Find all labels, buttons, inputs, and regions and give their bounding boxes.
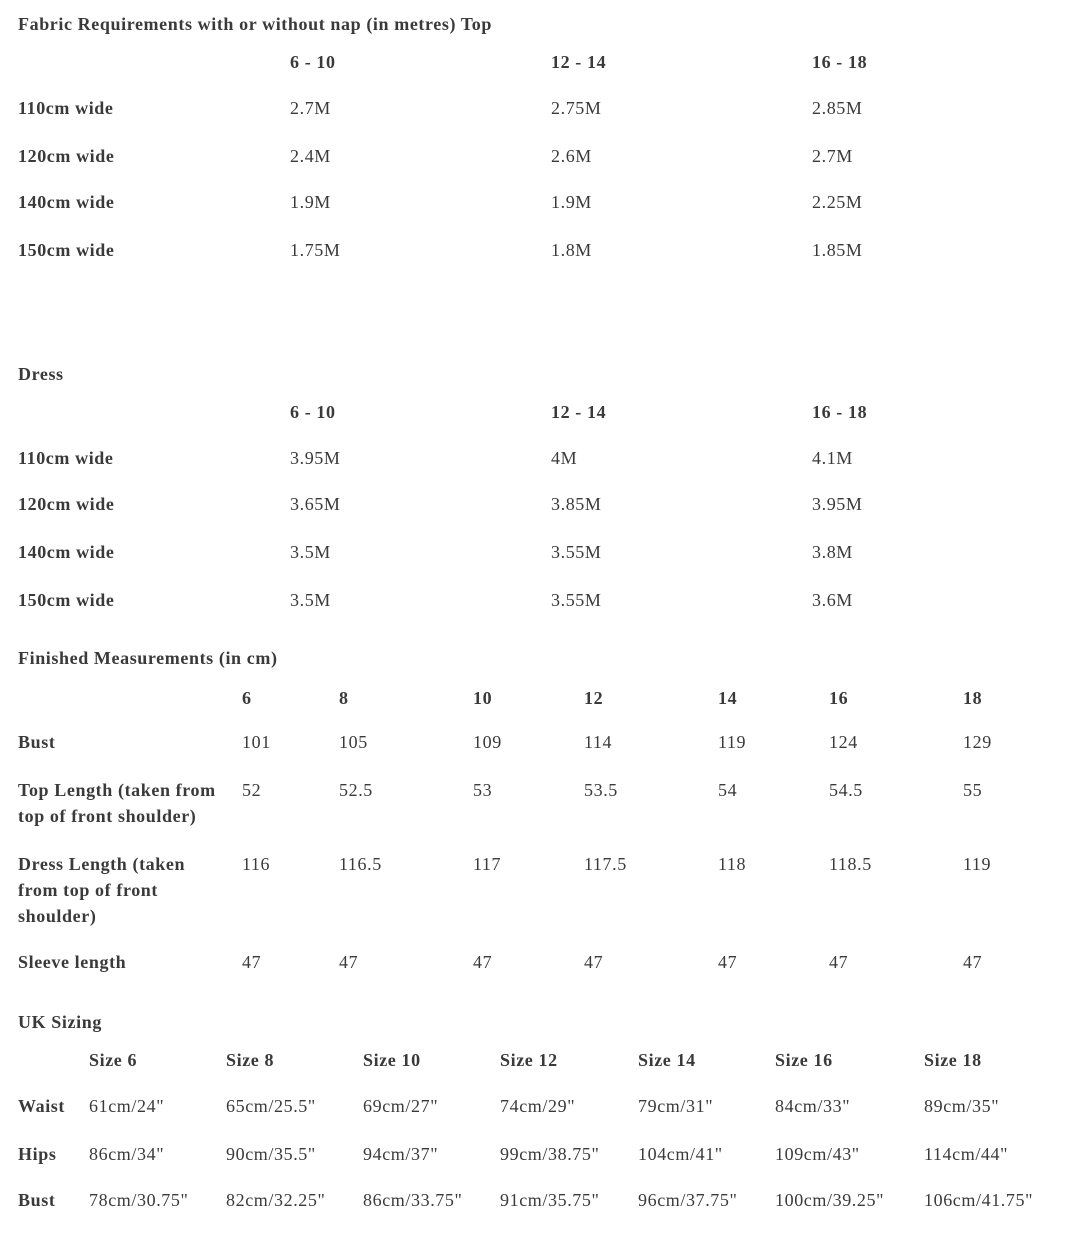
uk-section-title: UK Sizing [18, 1012, 102, 1032]
uk-row-label: Bust [18, 1190, 56, 1210]
uk-cell: 90cm/35.5" [226, 1144, 316, 1164]
top-cell: 1.9M [290, 192, 331, 212]
top-cell: 2.7M [812, 146, 853, 166]
uk-cell: 114cm/44" [924, 1144, 1009, 1164]
top-row-label: 140cm wide [18, 192, 115, 212]
dress-cell: 4M [551, 448, 578, 468]
uk-cell: 79cm/31" [638, 1096, 714, 1116]
uk-cell: 106cm/41.75" [924, 1190, 1034, 1210]
finished-cell: 105 [339, 732, 368, 752]
finished-cell: 47 [718, 952, 738, 972]
dress-header-12-14: 12 - 14 [551, 402, 607, 422]
top-cell: 1.85M [812, 240, 863, 260]
finished-header-10: 10 [473, 688, 493, 708]
finished-cell: 109 [473, 732, 502, 752]
dress-cell: 4.1M [812, 448, 853, 468]
uk-cell: 65cm/25.5" [226, 1096, 316, 1116]
finished-header-6: 6 [242, 688, 252, 708]
finished-cell: 117 [473, 854, 502, 874]
top-cell: 2.6M [551, 146, 592, 166]
finished-cell: 52 [242, 780, 262, 800]
uk-header-size-12: Size 12 [500, 1050, 558, 1070]
finished-cell: 52.5 [339, 780, 373, 800]
top-cell: 1.8M [551, 240, 592, 260]
top-cell: 1.75M [290, 240, 341, 260]
uk-row-label: Hips [18, 1144, 57, 1164]
uk-cell: 86cm/33.75" [363, 1190, 463, 1210]
dress-cell: 3.55M [551, 590, 602, 610]
finished-cell: 54.5 [829, 780, 863, 800]
finished-cell: 117.5 [584, 854, 627, 874]
uk-cell: 82cm/32.25" [226, 1190, 326, 1210]
finished-cell: 101 [242, 732, 271, 752]
dress-cell: 3.55M [551, 542, 602, 562]
finished-header-16: 16 [829, 688, 849, 708]
top-cell: 2.25M [812, 192, 863, 212]
top-header-6-10: 6 - 10 [290, 52, 336, 72]
dress-cell: 3.5M [290, 542, 331, 562]
top-row-label: 150cm wide [18, 240, 115, 260]
finished-cell: 53.5 [584, 780, 618, 800]
finished-row-label: Sleeve length [18, 952, 127, 972]
finished-cell: 53 [473, 780, 493, 800]
uk-header-size-18: Size 18 [924, 1050, 982, 1070]
top-cell: 2.7M [290, 98, 331, 118]
finished-header-8: 8 [339, 688, 349, 708]
uk-cell: 104cm/41" [638, 1144, 723, 1164]
finished-row-label: Bust [18, 732, 56, 752]
top-cell: 2.85M [812, 98, 863, 118]
finished-cell: 129 [963, 732, 992, 752]
top-header-12-14: 12 - 14 [551, 52, 607, 72]
uk-header-size-8: Size 8 [226, 1050, 275, 1070]
finished-section-title: Finished Measurements (in cm) [18, 648, 278, 668]
finished-row-label: Dress Length (taken from top of front shoulder) [18, 854, 186, 926]
dress-header-16-18: 16 - 18 [812, 402, 868, 422]
uk-cell: 86cm/34" [89, 1144, 165, 1164]
dress-header-6-10: 6 - 10 [290, 402, 336, 422]
dress-cell: 3.65M [290, 494, 341, 514]
finished-cell: 47 [242, 952, 262, 972]
top-cell: 1.9M [551, 192, 592, 212]
uk-cell: 109cm/43" [775, 1144, 860, 1164]
finished-cell: 47 [584, 952, 604, 972]
uk-cell: 91cm/35.75" [500, 1190, 600, 1210]
finished-cell: 47 [339, 952, 359, 972]
finished-header-18: 18 [963, 688, 983, 708]
uk-cell: 78cm/30.75" [89, 1190, 189, 1210]
dress-cell: 3.8M [812, 542, 853, 562]
finished-header-14: 14 [718, 688, 738, 708]
top-row-label: 110cm wide [18, 98, 114, 118]
top-row-label: 120cm wide [18, 146, 115, 166]
dress-cell: 3.6M [812, 590, 853, 610]
uk-cell: 69cm/27" [363, 1096, 439, 1116]
finished-cell: 116 [242, 854, 271, 874]
finished-cell: 54 [718, 780, 738, 800]
finished-cell: 119 [963, 854, 992, 874]
uk-cell: 94cm/37" [363, 1144, 439, 1164]
finished-cell: 124 [829, 732, 858, 752]
uk-cell: 84cm/33" [775, 1096, 851, 1116]
dress-cell: 3.5M [290, 590, 331, 610]
top-cell: 2.75M [551, 98, 602, 118]
uk-cell: 96cm/37.75" [638, 1190, 738, 1210]
dress-cell: 3.95M [290, 448, 341, 468]
dress-row-label: 120cm wide [18, 494, 115, 514]
uk-header-size-14: Size 14 [638, 1050, 696, 1070]
uk-cell: 99cm/38.75" [500, 1144, 600, 1164]
top-cell: 2.4M [290, 146, 331, 166]
finished-cell: 118 [718, 854, 747, 874]
dress-cell: 3.85M [551, 494, 602, 514]
finished-cell: 118.5 [829, 854, 872, 874]
dress-section-title: Dress [18, 364, 64, 384]
finished-cell: 119 [718, 732, 747, 752]
finished-cell: 55 [963, 780, 983, 800]
uk-cell: 89cm/35" [924, 1096, 1000, 1116]
uk-cell: 61cm/24" [89, 1096, 165, 1116]
uk-row-label: Waist [18, 1096, 66, 1116]
uk-header-size-16: Size 16 [775, 1050, 833, 1070]
finished-cell: 47 [829, 952, 849, 972]
top-section-title: Fabric Requirements with or without nap (in metres) Top [18, 14, 493, 34]
finished-cell: 114 [584, 732, 613, 752]
finished-cell: 47 [963, 952, 983, 972]
uk-header-size-10: Size 10 [363, 1050, 421, 1070]
finished-row-label: Top Length (taken from top of front shoulder) [18, 780, 216, 826]
dress-row-label: 140cm wide [18, 542, 115, 562]
uk-header-size-6: Size 6 [89, 1050, 138, 1070]
uk-cell: 100cm/39.25" [775, 1190, 885, 1210]
dress-row-label: 150cm wide [18, 590, 115, 610]
uk-cell: 74cm/29" [500, 1096, 576, 1116]
finished-cell: 47 [473, 952, 493, 972]
dress-cell: 3.95M [812, 494, 863, 514]
top-header-16-18: 16 - 18 [812, 52, 868, 72]
dress-row-label: 110cm wide [18, 448, 114, 468]
finished-header-12: 12 [584, 688, 604, 708]
finished-cell: 116.5 [339, 854, 382, 874]
